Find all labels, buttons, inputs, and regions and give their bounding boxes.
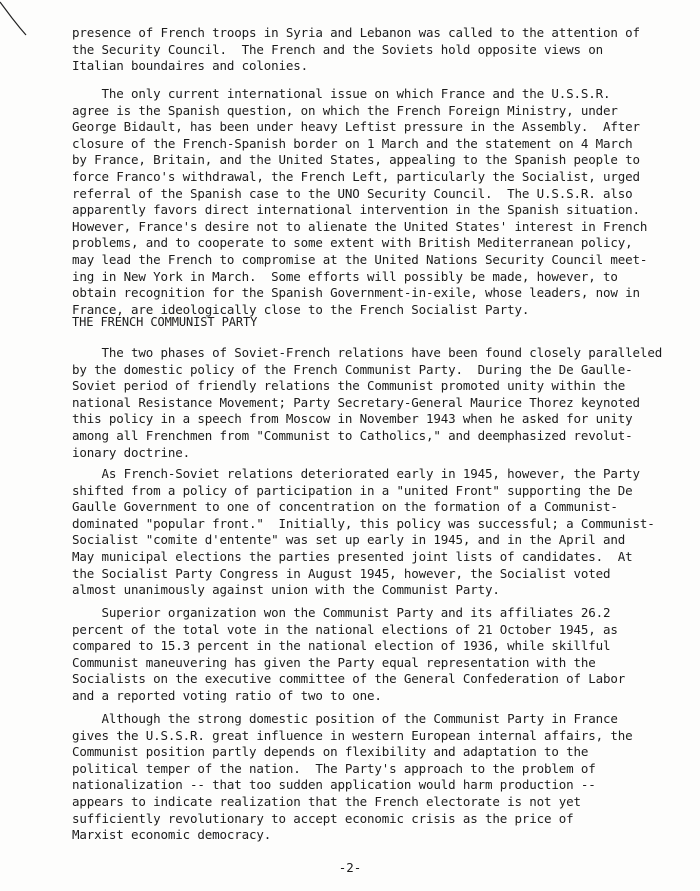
paragraph-strong-domestic-position: Although the strong domestic position of the Communist Party in France gives the U.S.S.R. great influence in western European internal affairs, the Communist position partly depends on flexibility and adaptation to the political temper of the nation. The Party's approach to the problem of nationalization -- that too sudden application would harm production -- appears to indicate realization that the French electorate is not yet sufficiently revolutionary to accept economic crisis as the price of Marxist economic democracy. [72, 711, 633, 843]
page-number: -2- [338, 860, 362, 875]
paragraph-2-container [72, 86, 672, 318]
paragraph-spanish-question: The only current international issue on which France and the U.S.S.R. agree is the Spanish question, on which the French Foreign Ministry, under George Bidault, has been under heavy Leftist pressure in the Assembly. After closure of the French-Spanish border on 1 March and the statement on 4 March by France, Britain, and the United States, appealing to the Spanish people to force Franco's withdrawal, the French Left, particularly the Socialist, urged referral of the Spanish case to the UNO Security Council. The U.S.S.R. also apparently favors direct international intervention in the Spanish situation. However, France's desire not to alienate the United States' interest in French problems, and to cooperate to some extent with British Mediterranean policy, may lead the French to compromise at the United Nations Security Council meet- ing in New York in March. Some efforts will possibly be made, however, to obtain recognition for the Spanish Government-in-exile, whose leaders, now in France, are ideologically close to the French Socialist Party. [72, 86, 648, 317]
paragraph-two-phases: The two phases of Soviet-French relations have been found closely paralleled by the domestic policy of the French Communist Party. During the De Gaulle- Soviet period of friendly relations the Communist promoted unity within the national Resistance Movement; Party Secretary-General Maurice Thorez keynoted this policy in a speech from Moscow in November 1943 when he asked for unity among all Frenchmen from "Communist to Catholics," and deemphasized revolut- ionary doctrine. [72, 345, 663, 460]
paragraph-1-container [72, 25, 672, 75]
page-corner-mark [0, 0, 34, 36]
paragraph-3-container [72, 345, 672, 461]
paragraph-relations-deteriorated: As French-Soviet relations deteriorated early in 1945, however, the Party shifted from a policy of participation in a "united Front" supporting the De Gaulle Government to one of concentration on the formation of a Communist- dominated "popular front." Initially, this policy was successful; a Communist- Socialist "comite d'entente" was set up early in 1945, and in the April and May municipal elections the parties presented joint lists of candidates. At the Socialist Party Congress in August 1945, however, the Socialist voted almost unanimously against union with the Communist Party. [72, 466, 655, 598]
paragraph-superior-organization: Superior organization won the Communist Party and its affiliates 26.2 percent of the total vote in the national elections of 21 October 1945, as compared to 15.3 percent in the national election of 1936, while skillful Communist maneuvering has given the Party equal representation with the Socialists on the executive committee of the General Confederation of Labor and a reported voting ratio of two to one. [72, 605, 626, 703]
paragraph-4-container [72, 466, 672, 599]
paragraph-continuation: presence of French troops in Syria and Lebanon was called to the attention of the Security Council. The French and the Soviets hold opposite views on Italian boundaires and colonies. [72, 25, 640, 74]
section-heading: THE FRENCH COMMUNIST PARTY [72, 315, 258, 329]
paragraph-5-container [72, 605, 672, 705]
paragraph-6-container [72, 711, 672, 844]
